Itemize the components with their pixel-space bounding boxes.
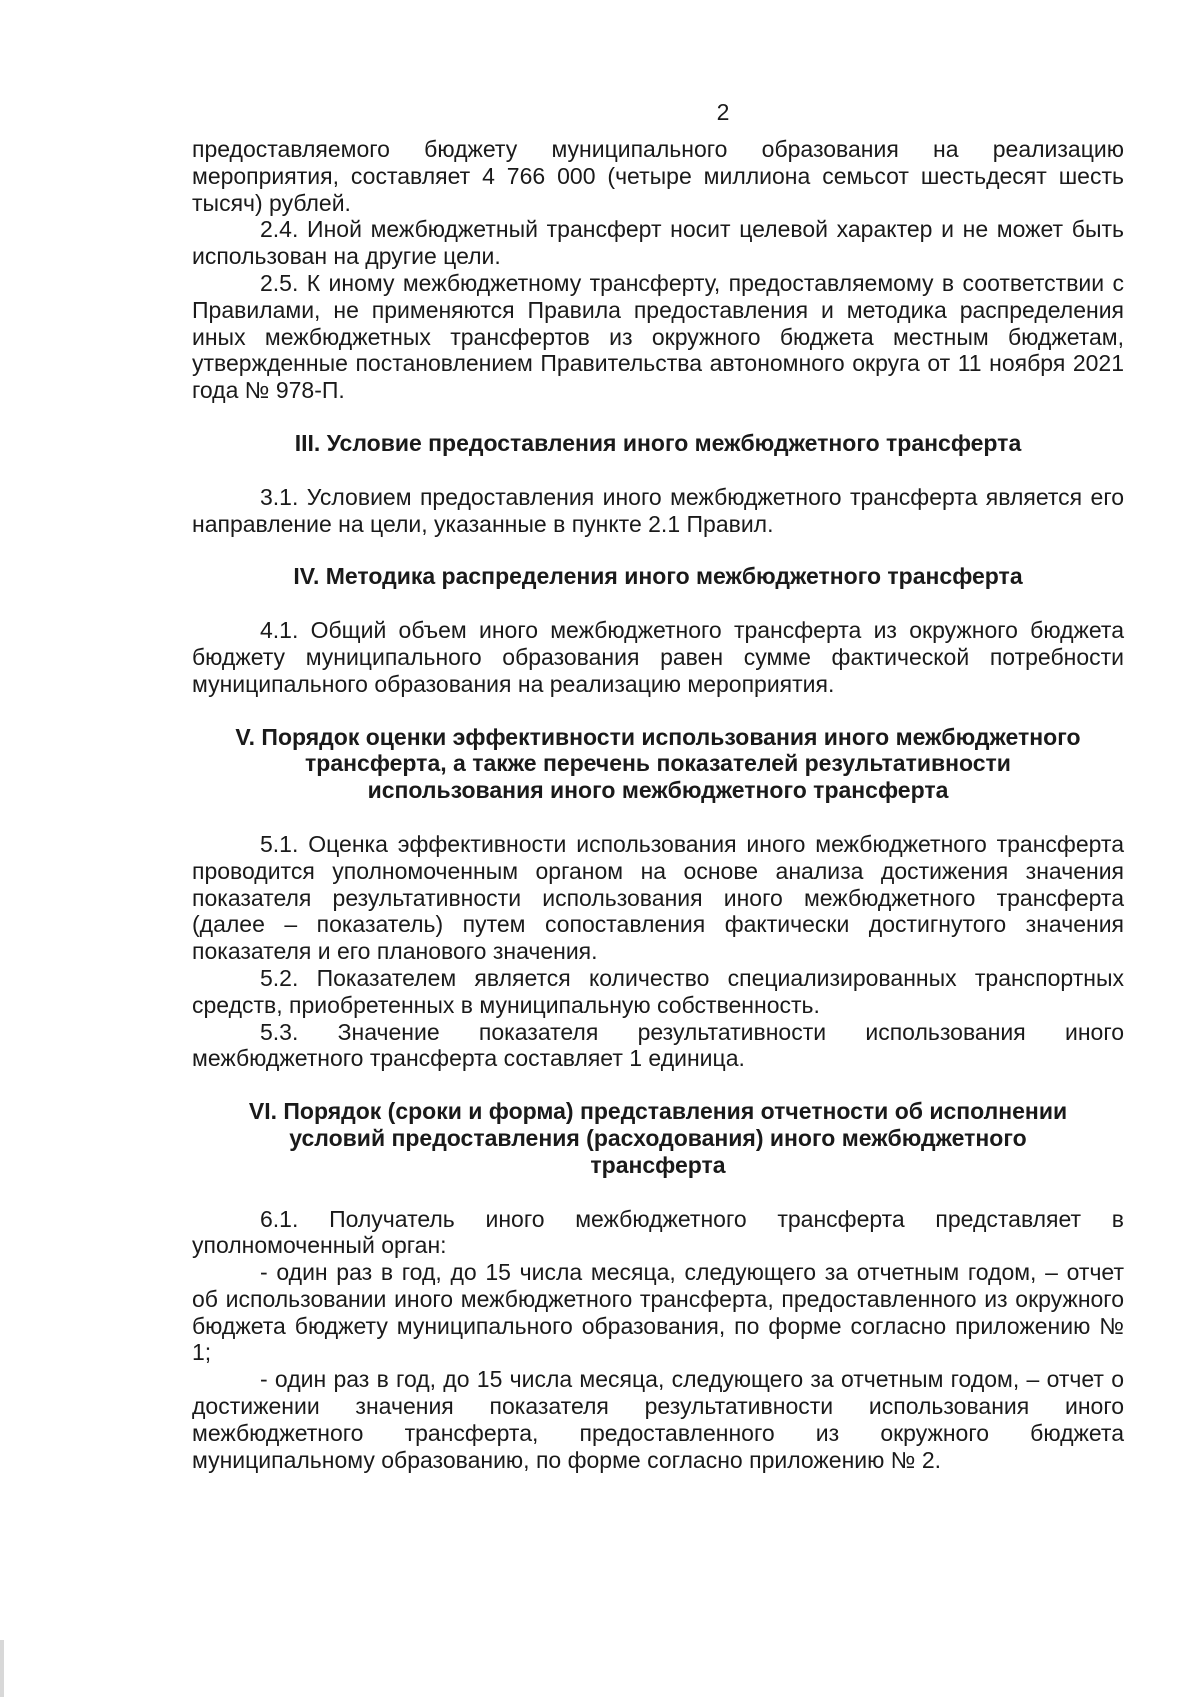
section-5-heading-line-3: использования иного межбюджетного трансферта <box>367 777 949 804</box>
section-6-heading-line-3: трансферта <box>590 1151 726 1178</box>
paragraph-6-1-item-1: - один раз в год, до 15 числа месяца, следующего за отчетным годом, – отчет об использовании иного межбюджетного трансферта, предоставленного из окружного бюджета бюджету муниципального образования, по форме согласно приложению № 1; <box>192 1259 1124 1366</box>
section-5-heading-line-1: V. Порядок оценки эффективности использования иного межбюджетного <box>235 723 1081 750</box>
section-5-heading <box>192 724 1124 804</box>
section-6-heading-line-1: VI. Порядок (сроки и форма) представления отчетности об исполнении <box>248 1098 1068 1125</box>
document-page <box>192 88 1124 1473</box>
paragraph-2-3-continuation: предоставляемого бюджету муниципального образования на реализацию мероприятия, составляет 4 766 000 (четыре миллиона семьсот шестьдесят шесть тысяч) рублей. <box>192 136 1124 216</box>
paragraph-5-3: 5.3. Значение показателя результативности использования иного межбюджетного трансферта составляет 1 единица. <box>192 1018 1124 1072</box>
section-6-heading <box>192 1098 1124 1178</box>
paragraph-2-5: 2.5. К иному межбюджетному трансферту, предоставляемому в соответствии с Правилами, не применяются Правила предоставления и методика распределения иных межбюджетных трансфертов из окружного бюджета местным бюджетам, утвержденные постановлением Правительства автономного округа от 11 ноября 2021 года № 978-П. <box>192 269 1124 404</box>
paragraph-6-1-item-2: - один раз в год, до 15 числа месяца, следующего за отчетным годом, – отчет о достижении значения показателя результативности использования иного межбюджетного трансферта, предоставленного из окружного бюджета муниципальному образованию, по форме согласно приложению № 2. <box>192 1366 1124 1473</box>
section-5-heading-line-2: трансферта, а также перечень показателей результативности <box>305 750 1011 777</box>
page-number: 2 <box>716 99 730 125</box>
section-4-heading: IV. Методика распределения иного межбюджетного трансферта <box>293 563 1023 590</box>
scan-edge-mark <box>0 1640 4 1697</box>
paragraph-2-4: 2.4. Иной межбюджетный трансферт носит целевой характер и не может быть использован на другие цели. <box>192 216 1124 270</box>
section-6-heading-line-2: условий предоставления (расходования) иного межбюджетного <box>289 1124 1027 1151</box>
paragraph-5-1: 5.1. Оценка эффективности использования иного межбюджетного трансферта проводится уполномоченным органом на основе анализа достижения значения показателя результативности использования иного межбюджетного трансферта (далее – показатель) путем сопоставления фактически достигнутого значения показателя и его планового значения. <box>192 830 1124 965</box>
section-3-heading: III. Условие предоставления иного межбюджетного трансферта <box>294 429 1022 456</box>
paragraph-4-1: 4.1. Общий объем иного межбюджетного трансферта из окружного бюджета бюджету муниципального образования равен сумме фактической потребности муниципального образования на реализацию мероприятия. <box>192 617 1124 697</box>
paragraph-3-1: 3.1. Условием предоставления иного межбюджетного трансферта является его направление на цели, указанные в пункте 2.1 Правил. <box>192 483 1124 537</box>
paragraph-6-1: 6.1. Получатель иного межбюджетного трансферта представляет в уполномоченный орган: <box>192 1205 1124 1259</box>
paragraph-5-2: 5.2. Показателем является количество специализированных транспортных средств, приобретенных в муниципальную собственность. <box>192 964 1124 1018</box>
